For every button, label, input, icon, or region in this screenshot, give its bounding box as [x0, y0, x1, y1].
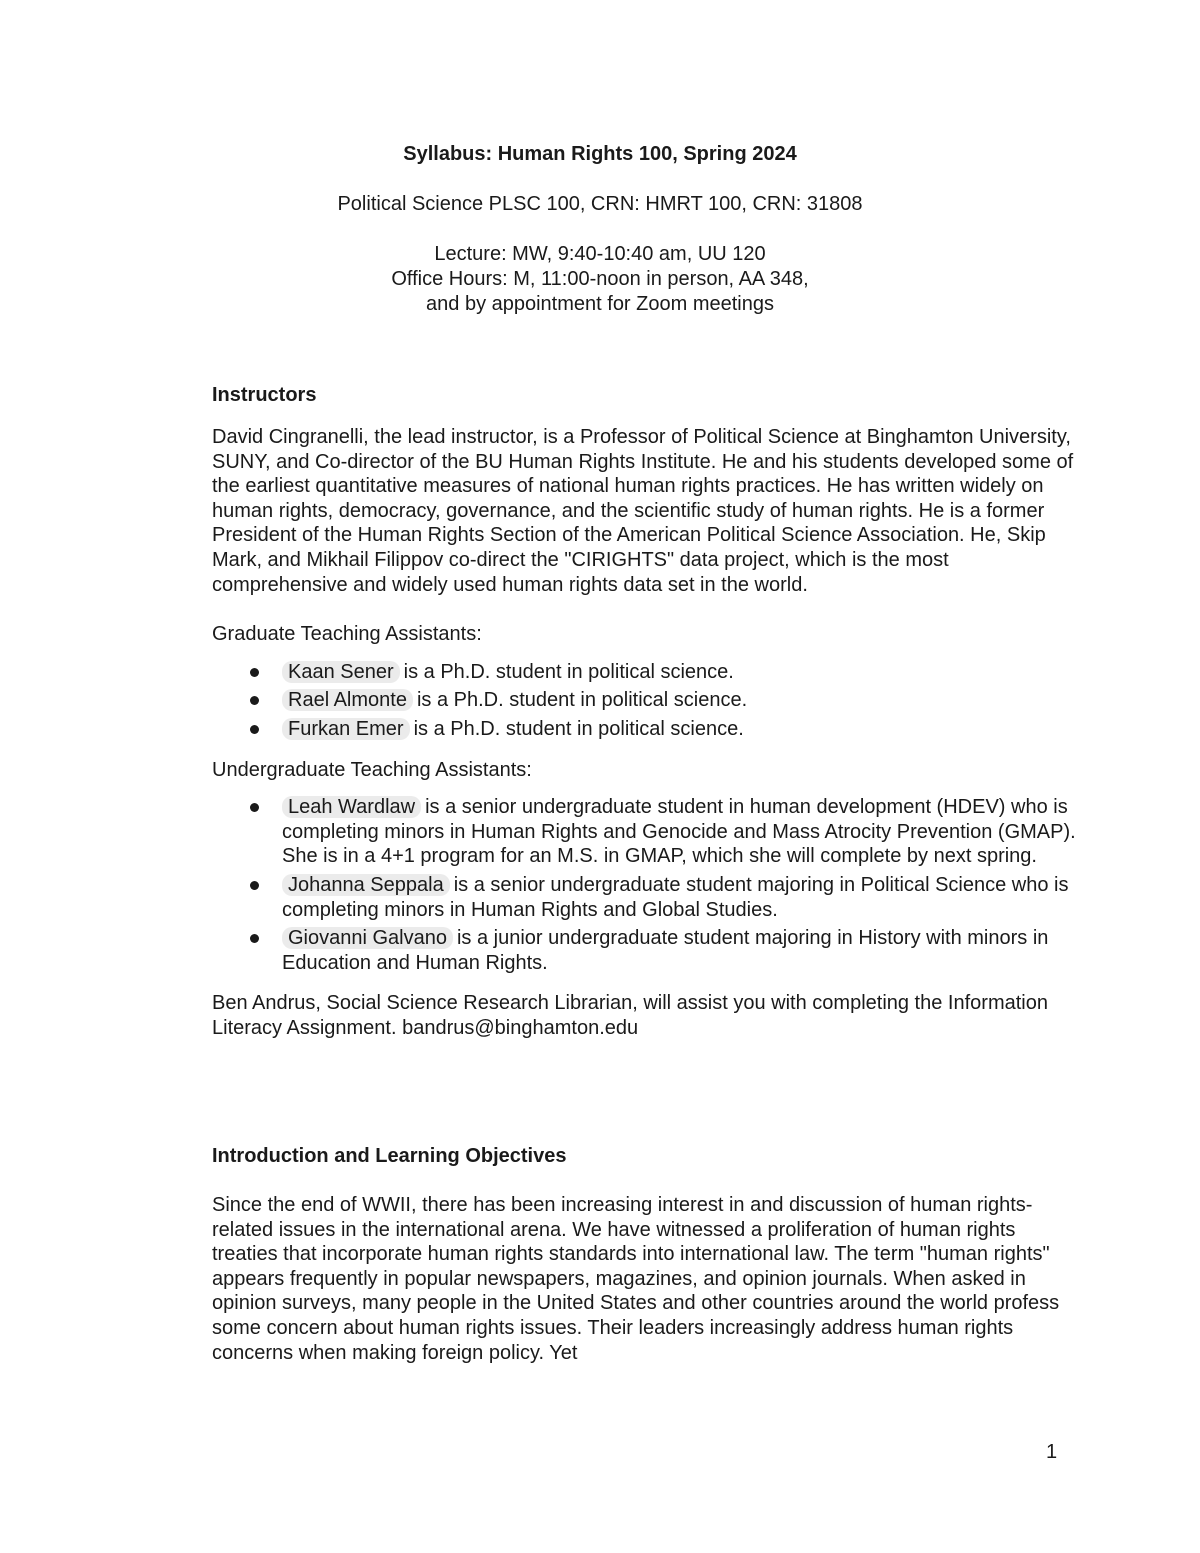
- person-chip[interactable]: Furkan Emer: [282, 718, 410, 740]
- undergrad-ta-list: [212, 795, 1082, 975]
- document-title: Syllabus: Human Rights 100, Spring 2024: [403, 143, 797, 165]
- list-item: [212, 926, 1082, 975]
- list-item: [212, 795, 1082, 869]
- bullet-icon: [250, 934, 259, 943]
- instructors-heading: Instructors: [212, 384, 317, 406]
- intro-paragraph: Since the end of WWII, there has been increasing interest in and discussion of human rights-related issues in the international arena. We have witnessed a proliferation of human rights treaties that incorporate human rights standards into international law. The term "human rights" appears frequently in popular newspapers, magazines, and opinion journals. When asked in opinion surveys, many people in the United States and other countries around the world profess some concern about human rights issues. Their leaders increasingly address human rights concerns when making foreign policy. Yet: [212, 1194, 1060, 1364]
- bullet-icon: [250, 696, 259, 705]
- lead-instructor-bio: David Cingranelli, the lead instructor, is a Professor of Political Science at Binghamton University, SUNY, and Co-director of the BU Human Rights Institute. He and his students developed some of the earliest quantitative measures of national human rights practices. He has written widely on human rights, democracy, governance, and the scientific study of human rights. He is a former President of the Human Rights Section of the American Political Science Association. He, Skip Mark, and Mikhail Filippov co-direct the "CIRIGHTS" data project, which is the most comprehensive and widely used human rights data set in the world.: [212, 426, 1074, 596]
- bullet-icon: [250, 725, 259, 734]
- ta-description: is a Ph.D. student in political science.: [403, 660, 734, 683]
- bullet-icon: [250, 803, 259, 812]
- person-chip[interactable]: Giovanni Galvano: [282, 927, 453, 949]
- grad-ta-list: [212, 660, 1082, 742]
- office-hours-zoom: and by appointment for Zoom meetings: [426, 293, 774, 315]
- instructors-section: [212, 383, 1082, 1040]
- person-chip[interactable]: Leah Wardlaw: [282, 796, 421, 818]
- librarian-note: Ben Andrus, Social Science Research Librarian, will assist you with completing the Information Literacy Assignment. bandrus@binghamton.edu: [212, 992, 1048, 1039]
- person-chip[interactable]: Johanna Seppala: [282, 874, 450, 896]
- ta-description: is a Ph.D. student in political science.: [416, 689, 748, 712]
- list-item: [212, 688, 1082, 713]
- list-item: [212, 873, 1082, 922]
- bullet-icon: [250, 668, 259, 677]
- undergrad-ta-label: Undergraduate Teaching Assistants:: [212, 758, 532, 781]
- course-codes: Political Science PLSC 100, CRN: HMRT 100, CRN: 31808: [337, 193, 863, 215]
- ta-description: is a Ph.D. student in political science.: [413, 717, 744, 740]
- grad-ta-label: Graduate Teaching Assistants:: [212, 623, 482, 646]
- ta-description: is a senior undergraduate student in human development (HDEV) who is completing minors in Human Rights and Genocide and Mass Atrocity Prevention (GMAP). She is in a 4+1 program for an M.S. in GMAP, which she will complete by next spring.: [282, 796, 1076, 868]
- office-hours-info: Office Hours: M, 11:00-noon in person, AA 348,: [391, 268, 809, 290]
- intro-heading: Introduction and Learning Objectives: [212, 1145, 567, 1167]
- lecture-info: Lecture: MW, 9:40-10:40 am, UU 120: [434, 243, 766, 265]
- person-chip[interactable]: Rael Almonte: [282, 689, 413, 711]
- bullet-icon: [250, 881, 259, 890]
- page-number: 1: [1046, 1441, 1058, 1463]
- ta-description: is a junior undergraduate student majoring in History with minors in Education and Human Rights.: [282, 927, 1049, 974]
- intro-section: [212, 1144, 1082, 1365]
- list-item: [212, 660, 1082, 685]
- person-chip[interactable]: Kaan Sener: [282, 661, 400, 683]
- course-meta: [0, 242, 1200, 317]
- list-item: [212, 717, 1082, 742]
- ta-description: is a senior undergraduate student majoring in Political Science who is completing minors in Human Rights and Global Studies.: [282, 873, 1069, 921]
